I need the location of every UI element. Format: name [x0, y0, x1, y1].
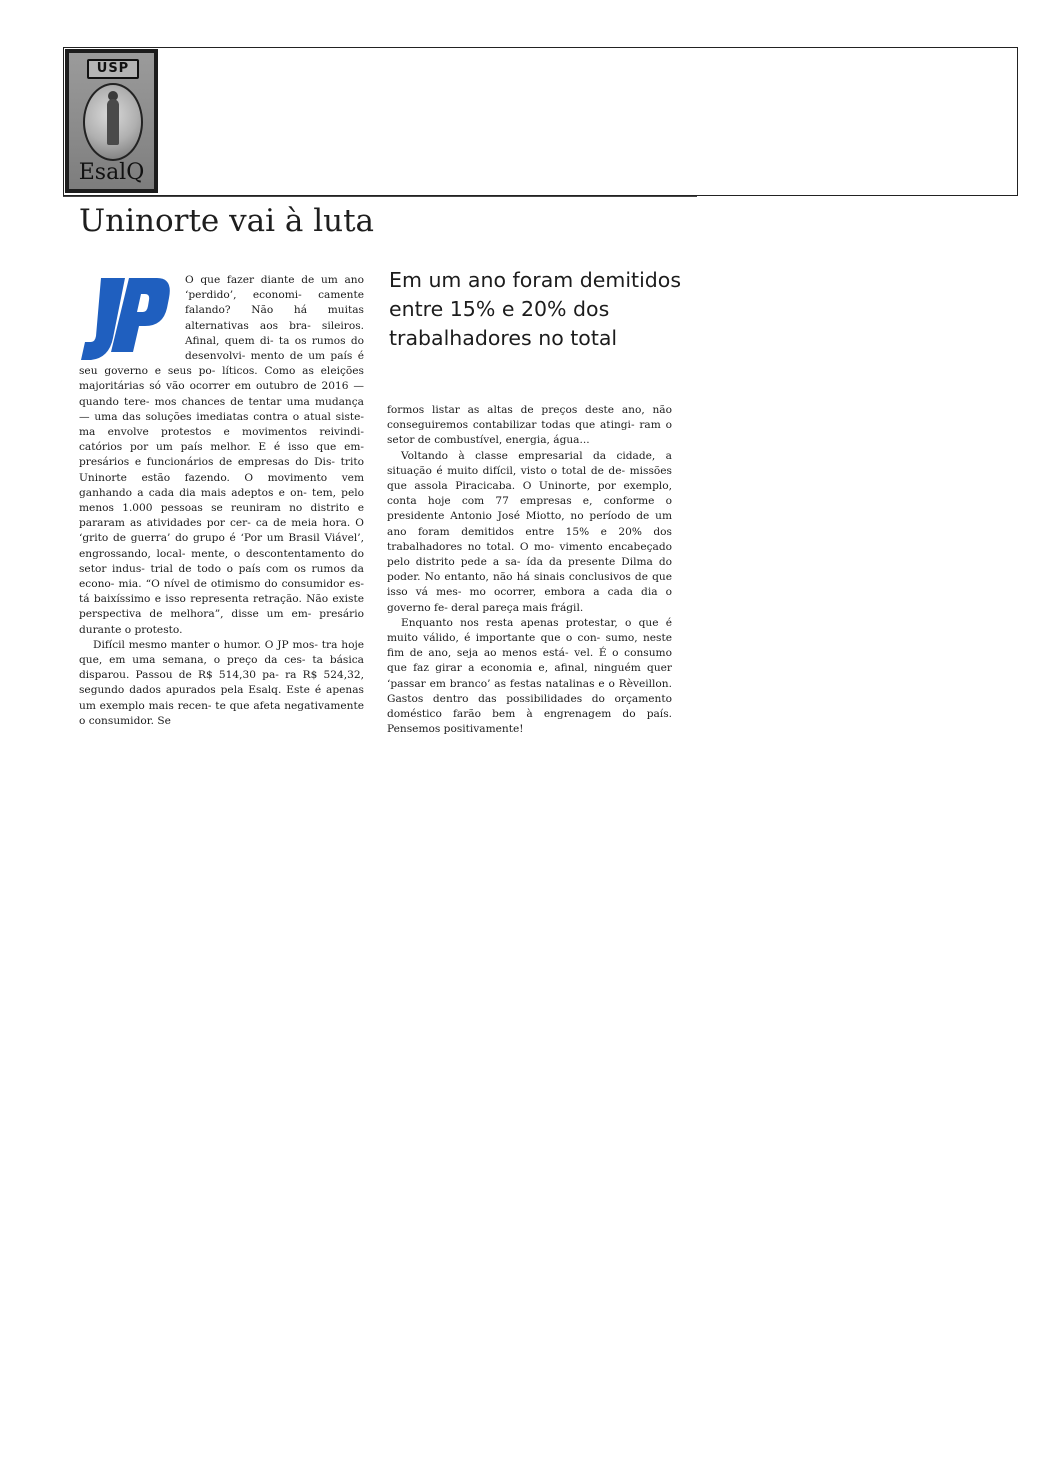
- header-frame: [63, 47, 1018, 196]
- article-column-1: [79, 273, 364, 729]
- jp-logo-graphic: [79, 274, 175, 364]
- article-column-2: [387, 403, 672, 737]
- column1-paragraph-2: Difícil mesmo manter o humor. O JP mos- tra hoje que, em uma semana, o preço da ces- ta básica disparou. Passou de R$ 514,30 pa- ra R$ 524,32, segundo dados apurados pela Esalq. Este é apenas um exemplo mais recen- te que afeta negativamente o consumidor. Se: [79, 638, 364, 727]
- column2-paragraph-2: Voltando à classe empresarial da cidade, a situação é muito difícil, visto o total de de- missões que assola Piracicaba. O Uninorte, por exemplo, conta hoje com 77 empresas e, conforme o presidente Antonio José Miotto, no período de um ano foram demitidos entre 15% e 20% dos trabalhadores no total. O mo- vimento encabeçado pelo distrito pede a sa- ída da presente Dilma do poder. No entanto, não há sinais conclusivos de que isso vá mes- mo ocorrer, embora a cada dia o governo fe- deral pareça mais frágil.: [387, 449, 672, 614]
- pull-quote: Em um ano foram demitidos entre 15% e 20% dos trabalhadores no total: [389, 268, 682, 350]
- column1-paragraph-1: O que fazer diante de um ano ‘perdido’, economi- camente falando? Não há muitas alternativas aos bra- sileiros. Afinal, quem di- ta os rumos do desenvolvi- mento de um país é seu governo e seus po- líticos. Como as eleições majoritárias só vão ocorrer em outubro de 2016 — quando tere- mos chances de tentar uma mudança — uma das soluções imediatas contra o atual siste- ma envolve protestos e movimentos reivindi- catórios por um país melhor. E é isso que em- presários e funcionários de empresas do Dis- trito Uninorte estão fazendo. O movimento vem ganhando a cada dia mais adeptos e on- tem, pelo menos 1.000 pessoas se reuniram no distrito e pararam as atividades por cer- ca de meia hora. O ‘grito de guerra’ do grupo é ‘Por um Brasil Viável’, engrossando, local- mente, o descontentamento do setor indus- trial de todo o país com os rumos da econo- mia. “O nível de otimismo do consumidor es- tá baixíssimo e isso representa retração. Não existe perspectiva de melhora”, disse um em- presário durante o protesto.: [79, 274, 364, 636]
- logo-inner: [69, 53, 154, 189]
- logo-figure: [107, 99, 119, 145]
- usp-esalq-seal-icon: [65, 49, 158, 193]
- column2-paragraph-3: Enquanto nos resta apenas protestar, o que é muito válido, é importante que o con- sumo, neste fim de ano, seja ao menos está- vel. É o consumo que faz girar a economia e, afinal, ninguém quer ‘passar em branco’ as festas natalinas e o Rèveillon. Gastos dentro das possibilidades do orçamento doméstico farão bem à engrenagem do país. Pensemos positivamente!: [387, 616, 672, 736]
- logo-word: EsalQ: [78, 160, 145, 185]
- jp-logo-icon: [79, 274, 175, 364]
- logo-badge: USP: [87, 59, 139, 79]
- header-rule: [63, 196, 697, 197]
- column2-paragraph-1: formos listar as altas de preços deste ano, não conseguiremos contabilizar todas que atingi- ram o setor de combustível, energia, água...: [387, 404, 672, 447]
- article-headline: Uninorte vai à luta: [79, 203, 375, 239]
- logo-medallion: [83, 83, 143, 161]
